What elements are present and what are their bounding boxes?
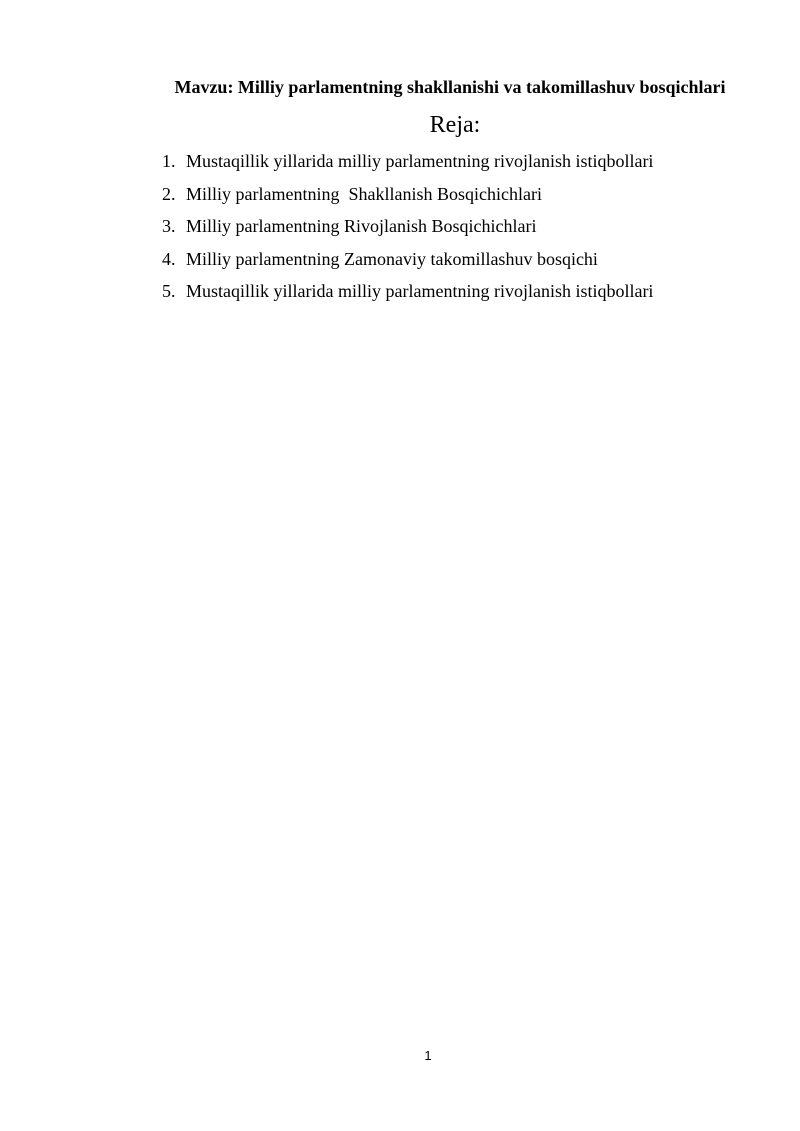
page-number: 1 <box>424 1048 432 1063</box>
plan-item-text: Milliy parlamentning Rivojlanish Bosqichichlari <box>186 216 537 236</box>
plan-item <box>162 150 653 183</box>
plan-heading: Reja: <box>429 112 481 138</box>
plan-item-number: 4. <box>162 248 176 269</box>
plan-item-text: Mustaqillik yillarida milliy parlamentning rivojlanish istiqbollari <box>186 151 654 171</box>
plan-item <box>162 215 653 248</box>
plan-item-text: Milliy parlamentning Shakllanish Bosqichichlari <box>186 183 542 204</box>
plan-item <box>162 280 653 313</box>
plan-item-number: 5. <box>162 281 176 301</box>
document-title: Mavzu: Milliy parlamentning shakllanishi va takomillashuv bosqichlari <box>174 77 726 97</box>
plan-item-number: 3. <box>162 216 176 236</box>
plan-item-text: Milliy parlamentning Zamonaviy takomillashuv bosqichi <box>186 248 598 269</box>
plan-list <box>162 150 653 313</box>
plan-item-number: 2. <box>162 183 176 204</box>
plan-item-text: Mustaqillik yillarida milliy parlamentning rivojlanish istiqbollari <box>186 281 654 301</box>
plan-item-number: 1. <box>162 151 176 171</box>
plan-item <box>162 248 653 281</box>
plan-item <box>162 183 653 216</box>
